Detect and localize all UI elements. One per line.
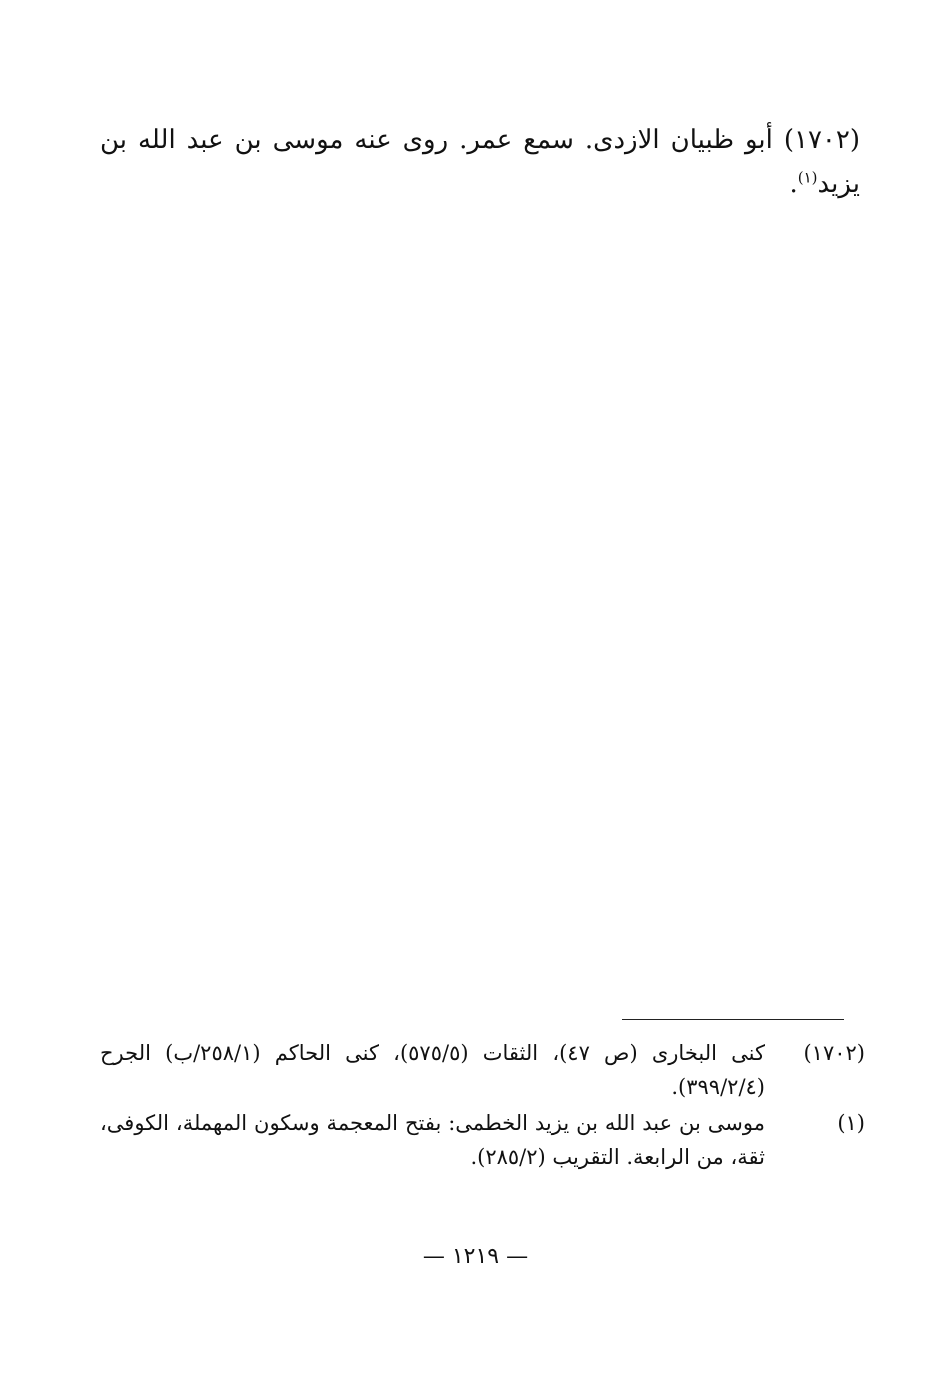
footnote-separator xyxy=(622,1019,844,1020)
footnote-text: موسى بن عبد الله بن يزيد الخطمى: بفتح المعجمة وسكون المهملة، الكوفى، ثقة، من الرابعة. التقريب (٢٨٥/٢). xyxy=(100,1111,765,1169)
entry-text-continued: يزيد xyxy=(817,169,860,199)
entry-end-punctuation: . xyxy=(789,169,798,199)
footnote-number: (١) xyxy=(837,1111,865,1135)
footnotes xyxy=(100,1036,865,1176)
main-entry xyxy=(100,118,860,206)
footnote-item xyxy=(100,1106,865,1174)
footnote-item xyxy=(100,1036,865,1104)
entry-text: (١٧٠٢) أبو ظبيان الازدى. سمع عمر. روى عنه موسى بن عبد الله بن xyxy=(100,125,860,155)
footnote-reference: (١) xyxy=(797,168,818,187)
footnote-text: كنى البخارى (ص ٤٧)، الثقات (٥٧٥/٥)، كنى الحاكم (٢٥٨/١/ب) الجرح (٣٩٩/٢/٤). xyxy=(100,1041,765,1099)
page-number: — ١٢١٩ — xyxy=(422,1244,529,1269)
footnote-number: (١٧٠٢) xyxy=(803,1041,865,1065)
